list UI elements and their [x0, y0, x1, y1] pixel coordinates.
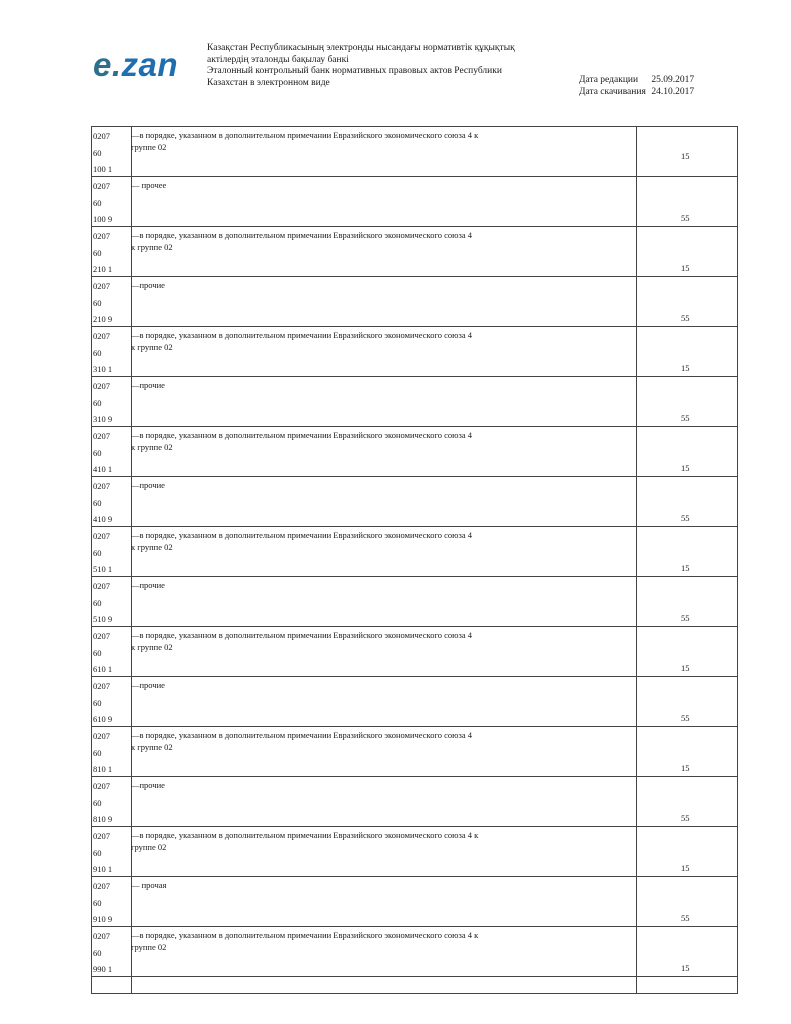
rate-cell [637, 677, 738, 727]
ezan-logo: e.zan [93, 46, 179, 83]
description-line-1: —прочие [131, 380, 165, 390]
description-cell [132, 877, 637, 927]
description-line-1: —в порядке, указанном в дополнительном примечании Евразийского экономического союза 4 [131, 430, 473, 440]
code-cell [92, 227, 132, 277]
rate-value: 15 [681, 863, 690, 873]
code-cell [92, 527, 132, 577]
code-cell [92, 627, 132, 677]
description-cell [132, 777, 637, 827]
code-part-2: 60 [93, 798, 102, 808]
code-part-1: 0207 [93, 631, 110, 641]
description-cell [132, 527, 637, 577]
description-line-1: —прочие [131, 280, 165, 290]
table-row [92, 877, 738, 927]
code-part-2: 60 [93, 398, 102, 408]
code-cell [92, 577, 132, 627]
table-row [92, 327, 738, 377]
code-cell [92, 327, 132, 377]
rate-cell [637, 327, 738, 377]
table-row [92, 127, 738, 177]
description-cell [132, 177, 637, 227]
table-row [92, 277, 738, 327]
edit-date-label: Дата редакции [579, 75, 639, 85]
description-line-2: к группе 02 [131, 242, 173, 252]
rate-value: 55 [681, 613, 690, 623]
code-part-3: 210 9 [93, 314, 113, 324]
code-part-1: 0207 [93, 481, 110, 491]
code-part-1: 0207 [93, 881, 110, 891]
code-part-1: 0207 [93, 681, 110, 691]
code-cell [92, 177, 132, 227]
code-part-2: 60 [93, 298, 102, 308]
rate-value: 15 [681, 663, 690, 673]
document-dates [579, 74, 694, 98]
bank-title [207, 43, 557, 89]
description-cell [132, 677, 637, 727]
description-line-1: — прочая [131, 880, 167, 890]
description-line-1: — прочее [131, 180, 167, 190]
description-cell [132, 377, 637, 427]
description-line-1: —в порядке, указанном в дополнительном примечании Евразийского экономического союза 4 к [131, 830, 479, 840]
description-cell [132, 827, 637, 877]
rate-cell [637, 977, 738, 994]
rate-value: 15 [681, 563, 690, 573]
rate-cell [637, 127, 738, 177]
code-part-2: 60 [93, 148, 102, 158]
description-line-2: группе 02 [131, 942, 167, 952]
code-cell [92, 677, 132, 727]
code-part-3: 610 1 [93, 664, 113, 674]
description-cell [132, 727, 637, 777]
description-line-2: группе 02 [131, 842, 167, 852]
code-part-2: 60 [93, 898, 102, 908]
description-cell [132, 277, 637, 327]
code-part-2: 60 [93, 498, 102, 508]
code-cell [92, 777, 132, 827]
code-part-2: 60 [93, 598, 102, 608]
code-part-2: 60 [93, 548, 102, 558]
rate-cell [637, 927, 738, 977]
code-cell [92, 727, 132, 777]
description-line-2: к группе 02 [131, 742, 173, 752]
code-part-1: 0207 [93, 731, 110, 741]
description-cell [132, 477, 637, 527]
rate-cell [637, 377, 738, 427]
code-part-1: 0207 [93, 931, 110, 941]
download-date-value: 24.10.2017 [651, 87, 695, 97]
code-cell [92, 427, 132, 477]
code-cell [92, 277, 132, 327]
description-cell [132, 927, 637, 977]
rate-cell [637, 577, 738, 627]
edit-date-row [579, 74, 694, 86]
code-cell [92, 377, 132, 427]
description-cell [132, 427, 637, 477]
code-part-3: 910 9 [93, 914, 113, 924]
description-line-1: —прочие [131, 580, 165, 590]
description-cell [132, 327, 637, 377]
description-line-1: —в порядке, указанном в дополнительном примечании Евразийского экономического союза 4 [131, 730, 473, 740]
rate-cell [637, 627, 738, 677]
rate-cell [637, 477, 738, 527]
code-part-3: 510 1 [93, 564, 113, 574]
code-part-3: 510 9 [93, 614, 113, 624]
table-row [92, 927, 738, 977]
rate-value: 55 [681, 913, 690, 923]
table-row [92, 627, 738, 677]
rate-cell [637, 877, 738, 927]
rate-cell [637, 277, 738, 327]
code-part-3: 990 1 [93, 964, 113, 974]
code-part-3: 410 1 [93, 464, 113, 474]
code-cell [92, 827, 132, 877]
code-part-2: 60 [93, 698, 102, 708]
code-cell [92, 977, 132, 994]
rate-cell [637, 527, 738, 577]
code-part-2: 60 [93, 198, 102, 208]
code-part-2: 60 [93, 648, 102, 658]
code-part-2: 60 [93, 748, 102, 758]
description-line-1: —в порядке, указанном в дополнительном примечании Евразийского экономического союза 4 [131, 230, 473, 240]
description-line-1: —прочие [131, 480, 165, 490]
description-line-1: —в порядке, указанном в дополнительном примечании Евразийского экономического союза 4 к [131, 930, 479, 940]
rate-cell [637, 427, 738, 477]
description-cell [132, 127, 637, 177]
description-line-1: —в порядке, указанном в дополнительном примечании Евразийского экономического союза 4 к [131, 130, 479, 140]
rate-value: 55 [681, 813, 690, 823]
code-part-3: 310 9 [93, 414, 113, 424]
code-part-3: 100 1 [93, 164, 113, 174]
rate-cell [637, 777, 738, 827]
code-cell [92, 927, 132, 977]
rate-cell [637, 227, 738, 277]
code-part-1: 0207 [93, 181, 110, 191]
code-cell [92, 127, 132, 177]
edit-date-value: 25.09.2017 [651, 75, 695, 85]
code-part-1: 0207 [93, 131, 110, 141]
code-part-3: 810 1 [93, 764, 113, 774]
rate-value: 55 [681, 313, 690, 323]
rate-cell [637, 177, 738, 227]
description-line-2: к группе 02 [131, 342, 173, 352]
download-date-label: Дата скачивания [579, 87, 646, 97]
rate-value: 15 [681, 763, 690, 773]
code-part-3: 810 9 [93, 814, 113, 824]
tariff-table [91, 126, 738, 994]
description-cell [132, 227, 637, 277]
code-cell [92, 877, 132, 927]
rate-value: 15 [681, 263, 690, 273]
code-part-1: 0207 [93, 231, 110, 241]
table-row [92, 527, 738, 577]
table-row [92, 427, 738, 477]
description-line-1: —в порядке, указанном в дополнительном примечании Евразийского экономического союза 4 [131, 630, 473, 640]
table-row [92, 777, 738, 827]
description-cell [132, 577, 637, 627]
code-part-1: 0207 [93, 781, 110, 791]
code-part-2: 60 [93, 248, 102, 258]
description-line-2: к группе 02 [131, 442, 173, 452]
description-cell [132, 627, 637, 677]
code-part-3: 310 1 [93, 364, 113, 374]
code-part-1: 0207 [93, 831, 110, 841]
code-part-1: 0207 [93, 381, 110, 391]
code-part-2: 60 [93, 348, 102, 358]
code-part-1: 0207 [93, 331, 110, 341]
bank-title-kz-line1: Казақстан Республикасының электронды нысандағы нормативтік құқықтық [207, 43, 515, 53]
table-row [92, 677, 738, 727]
description-line-1: —в порядке, указанном в дополнительном примечании Евразийского экономического союза 4 [131, 530, 473, 540]
table-row [92, 477, 738, 527]
description-line-2: к группе 02 [131, 542, 173, 552]
rate-value: 55 [681, 413, 690, 423]
description-line-2: группе 02 [131, 142, 167, 152]
description-line-1: —прочие [131, 680, 165, 690]
code-part-3: 210 1 [93, 264, 113, 274]
description-cell [132, 977, 637, 994]
rate-value: 55 [681, 213, 690, 223]
table-row [92, 727, 738, 777]
code-part-1: 0207 [93, 531, 110, 541]
table-row [92, 377, 738, 427]
rate-cell [637, 727, 738, 777]
rate-value: 15 [681, 151, 690, 161]
table-row [92, 827, 738, 877]
table-row [92, 577, 738, 627]
code-part-3: 910 1 [93, 864, 113, 874]
code-part-2: 60 [93, 848, 102, 858]
code-part-3: 410 9 [93, 514, 113, 524]
rate-value: 15 [681, 963, 690, 973]
description-line-2: к группе 02 [131, 642, 173, 652]
description-line-1: —в порядке, указанном в дополнительном примечании Евразийского экономического союза 4 [131, 330, 473, 340]
code-part-1: 0207 [93, 581, 110, 591]
code-part-3: 610 9 [93, 714, 113, 724]
code-part-3: 100 9 [93, 214, 113, 224]
table-row-empty [92, 977, 738, 994]
download-date-row [579, 86, 694, 98]
bank-title-ru-line2: Казахстан в электронном виде [207, 77, 330, 88]
rate-value: 15 [681, 463, 690, 473]
rate-value: 55 [681, 713, 690, 723]
code-part-1: 0207 [93, 431, 110, 441]
code-part-2: 60 [93, 948, 102, 958]
code-part-1: 0207 [93, 281, 110, 291]
bank-title-kz-line2: актілердің эталонды бақылау банкі [207, 54, 349, 65]
rate-value: 15 [681, 363, 690, 373]
rate-value: 55 [681, 513, 690, 523]
bank-title-ru-line1: Эталонный контрольный банк нормативных правовых актов Республики [207, 66, 502, 76]
code-cell [92, 477, 132, 527]
description-line-1: —прочие [131, 780, 165, 790]
table-row [92, 227, 738, 277]
code-part-2: 60 [93, 448, 102, 458]
rate-cell [637, 827, 738, 877]
table-row [92, 177, 738, 227]
